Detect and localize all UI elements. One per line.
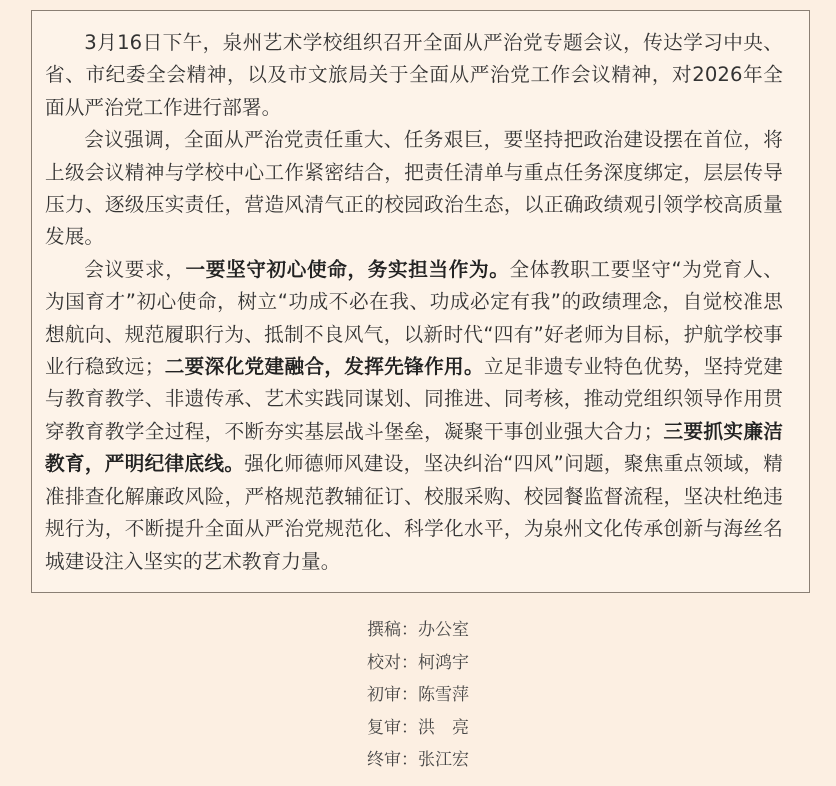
requirement-2-text: 立足非遗专业特色优势，坚持党建与教育教学、非遗传承、艺术实践同谋划、同推进、同考核，推动党组织领导作用贯穿教育教学全过程，不断夯实基层战斗堡垒，凝聚干事创业强大合力； — [45, 355, 783, 443]
requirement-3-title: 三要抓实廉洁教育，严明纪律底线。 — [45, 419, 783, 476]
requirement-1-title: 一要坚守初心使命，务实担当作为。 — [185, 257, 510, 281]
requirement-3-text: 强化师德师风建设，坚决纠治“四风”问题，聚焦重点领域，精准排查化解廉政风险，严格规范教辅征订、校服采购、校园餐监督流程，坚决杜绝违规行为，不断提升全面从严治党规范化、科学化水平，为泉州文化传承创新与海丝名城建设注入坚实的艺术教育力量。 — [45, 452, 784, 573]
requirement-2-title: 二要深化党建融合，发挥先锋作用。 — [164, 355, 484, 379]
credit-second-review: 复审：洪 亮 — [367, 717, 469, 738]
credit-first-review: 初审：陈雪萍 — [367, 685, 469, 705]
credit-writer: 撰稿：办公室 — [367, 620, 469, 640]
requirements-intro: 会议要求， — [84, 257, 186, 281]
paragraph-meeting-summary: 3月16日下午，泉州艺术学校组织召开全面从严治党专题会议，传达学习中央、省、市纪委全会精神，以及市文旅局关于全面从严治党工作会议精神，对2026年全面从严治党工作进行部署。 — [45, 31, 783, 119]
credit-proofreader: 校对：柯鸿宇 — [367, 652, 469, 673]
credit-final-review: 终审：张江宏 — [367, 750, 469, 770]
article-box — [31, 10, 810, 593]
paragraph-meeting-requirements — [45, 254, 783, 578]
requirement-1-text: 全体教职工要坚守“为党育人、为国育才”初心使命，树立“功成不必在我、功成必定有我”的政绩理念，自觉校准思想航向、规范履职行为、抵制不良风气，以新时代“四有”好老师为目标，护航学校事业行稳致远； — [45, 257, 784, 379]
paragraph-meeting-emphasis: 会议强调，全面从严治党责任重大、任务艰巨，要坚持把政治建设摆在首位，将上级会议精神与学校中心工作紧密结合，把责任清单与重点任务深度绑定，层层传导压力、逐级压实责任，营造风清气正的校园政治生态，以正确政绩观引领学校高质量发展。 — [45, 128, 783, 249]
editorial-credits — [0, 614, 836, 777]
